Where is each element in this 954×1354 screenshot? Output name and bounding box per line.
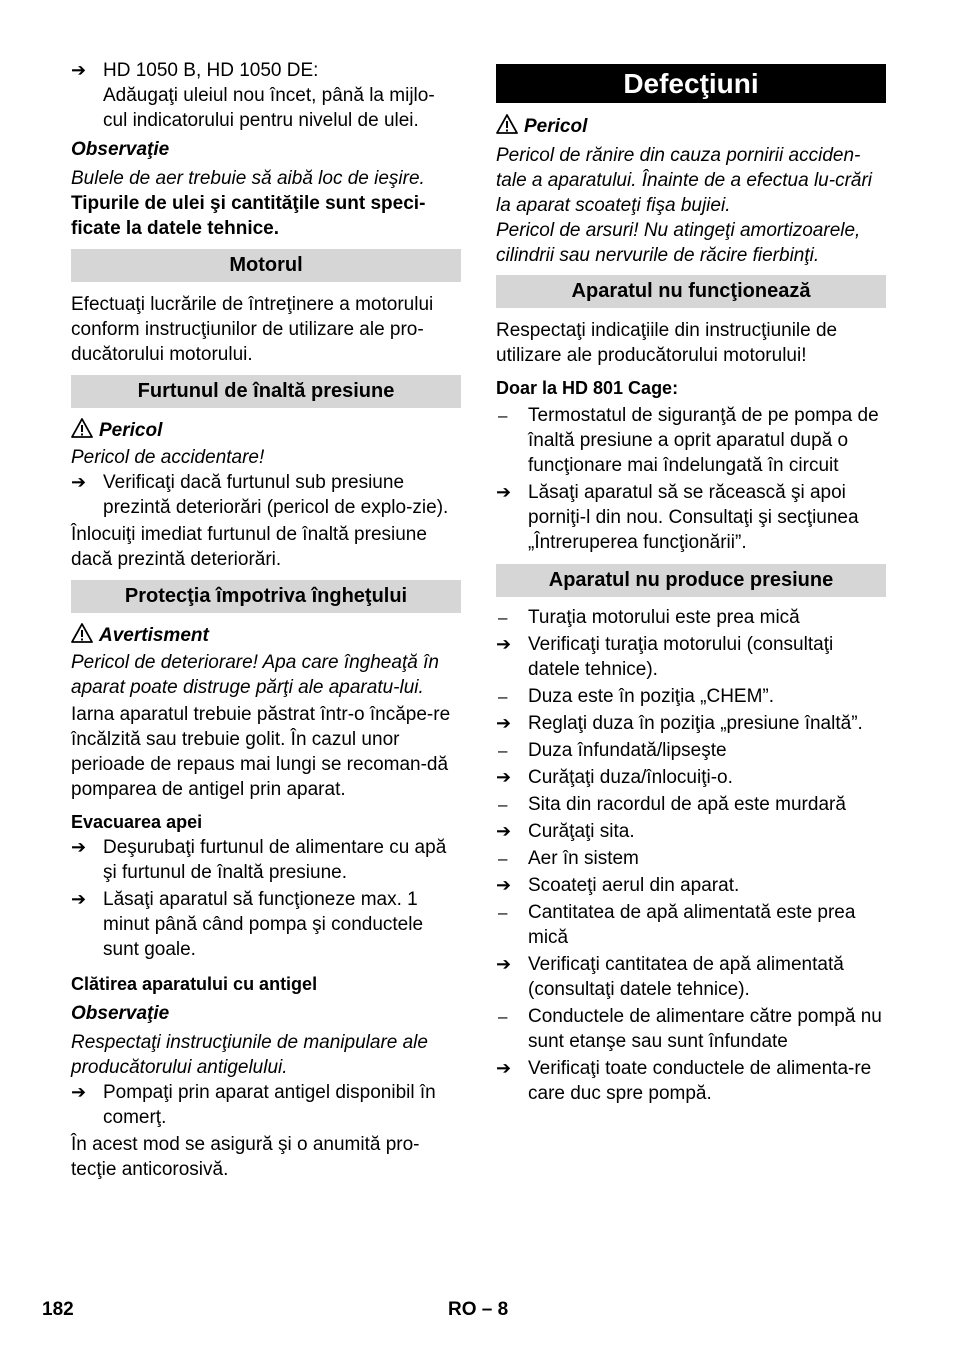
dash-bullet: – xyxy=(498,608,508,627)
list-item: ➔ Verificaţi cantitatea de apă alimentată (consultaţi datele tehnice). xyxy=(496,954,844,1000)
list-item: ➔ Lăsaţi aparatul să se răcească şi apoi porniţi-l din nou. Consultaţi şi secţiunea „Întreruperea funcţionării”. xyxy=(496,482,859,553)
note-text: Bulele de aer trebuie să aibă loc de ieşire. xyxy=(71,168,425,189)
arrow-icon: ➔ xyxy=(496,954,512,974)
subheading: Clătirea aparatului cu antigel xyxy=(71,974,318,994)
subheading: Doar la HD 801 Cage: xyxy=(496,378,679,398)
arrow-icon: ➔ xyxy=(496,821,512,841)
arrow-icon: ➔ xyxy=(496,767,512,787)
arrow-icon: ➔ xyxy=(496,875,512,895)
arrow-icon: ➔ xyxy=(496,634,512,654)
arrow-icon: ➔ xyxy=(71,837,87,857)
warning-title: Pericol xyxy=(71,418,461,443)
list-item: – Turaţia motorului este prea mică xyxy=(498,607,800,628)
arrow-icon: ➔ xyxy=(496,482,512,502)
list-item: ➔ Curăţaţi duza/înlocuiţi-o. xyxy=(496,767,733,788)
warning-title: Avertisment xyxy=(71,623,461,648)
paragraph: Iarna aparatul trebuie păstrat într-o încăpe-re încălzită sau trebuie golit. În cazul unor perioade de repaus mai lungi se recoman-dă pomparea de antigel prin aparat. xyxy=(71,704,451,800)
list-item: – Termostatul de siguranţă de pe pompa de înaltă presiune a oprit aparatul după o funcţionare mai îndelungată în circuit xyxy=(498,405,879,476)
paragraph: Efectuaţi lucrările de întreţinere a motorului conform instrucţiunilor de utilizare ale pro-ducătorului motorului. xyxy=(71,294,434,365)
warning-triangle-icon xyxy=(71,418,93,438)
warning-title: Pericol xyxy=(496,114,886,139)
list-item xyxy=(71,58,461,83)
page-number: 182 xyxy=(42,1299,74,1320)
warning-triangle-icon xyxy=(71,623,93,643)
warning-triangle-icon xyxy=(496,114,518,134)
dash-bullet: – xyxy=(498,687,508,706)
list-item: ➔ Pompaţi prin aparat antigel disponibil în comerţ. xyxy=(71,1082,436,1128)
paragraph: În acest mod se asigură şi o anumită pro-tecţie anticorosivă. xyxy=(71,1134,420,1180)
list-item: ➔ Verificaţi turaţia motorului (consultaţi datele tehnice). xyxy=(496,634,834,680)
section-heading-not-working: Aparatul nu funcţionează xyxy=(496,275,886,308)
left-column xyxy=(71,58,461,1182)
list-item: ➔ Verificaţi toate conductele de alimenta-re care duc spre pompă. xyxy=(496,1058,872,1104)
list-item: ➔ Verificaţi dacă furtunul sub presiune prezintă deteriorări (pericol de explo-zie). xyxy=(71,472,449,518)
list-item: – Duza este în poziţia „CHEM”. xyxy=(498,686,775,707)
arrow-icon: ➔ xyxy=(71,472,87,492)
warning-text: Pericol de deteriorare! Apa care îngheaţă în aparat poate distruge părţi ale aparatu-lui. xyxy=(71,652,439,698)
arrow-icon: ➔ xyxy=(71,1082,87,1102)
section-heading-hose: Furtunul de înaltă presiune xyxy=(71,375,461,408)
dash-bullet: – xyxy=(498,795,508,814)
arrow-icon: ➔ xyxy=(71,60,87,80)
chapter-heading: Defecţiuni xyxy=(496,64,886,103)
note-title: Observaţie xyxy=(71,1003,170,1024)
list-item: ➔ Deşurubaţi furtunul de alimentare cu apă şi furtunul de înaltă presiune. xyxy=(71,837,447,883)
list-item: – Sita din racordul de apă este murdară xyxy=(498,794,846,815)
list-item: ➔ Scoateţi aerul din aparat. xyxy=(496,875,740,896)
section-heading-frost: Protecţia împotriva îngheţului xyxy=(71,580,461,613)
note-bold-text: Tipurile de ulei şi cantităţile sunt speci-ficate la datele tehnice. xyxy=(71,193,426,239)
dash-bullet: – xyxy=(498,741,508,760)
paragraph: Adăugaţi uleiul nou încet, până la mijlo-cul indicatorului pentru nivelul de ulei. xyxy=(103,85,435,131)
note-title: Observaţie xyxy=(71,139,170,160)
paragraph: Înlocuiţi imediat furtunul de înaltă presiune dacă prezintă deteriorări. xyxy=(71,524,427,570)
arrow-icon: ➔ xyxy=(71,889,87,909)
right-column xyxy=(496,64,886,1106)
list-item: ➔ Reglaţi duza în poziţia „presiune înaltă”. xyxy=(496,713,863,734)
list-item: – Aer în sistem xyxy=(498,848,639,869)
note-text: Respectaţi instrucţiunile de manipulare ale producătorului antigelului. xyxy=(71,1032,428,1078)
warning-text: Pericol de arsuri! Nu atingeţi amortizoarele, cilindrii sau nervurile de răcire fierbinţi. xyxy=(496,220,861,266)
paragraph: Respectaţi indicaţiile din instrucţiunile de utilizare ale producătorului motorului! xyxy=(496,320,838,366)
dash-bullet: – xyxy=(498,1007,508,1026)
troubleshooting-list xyxy=(496,605,886,1106)
arrow-icon: ➔ xyxy=(496,713,512,733)
subheading: Evacuarea apei xyxy=(71,812,203,832)
list-item: – Duza înfundată/lipseşte xyxy=(498,740,727,761)
dash-bullet: – xyxy=(498,903,508,922)
arrow-icon: ➔ xyxy=(496,1058,512,1078)
list-item: – Cantitatea de apă alimentată este prea mică xyxy=(498,902,856,948)
section-heading-motor: Motorul xyxy=(71,249,461,282)
model-label: HD 1050 B, HD 1050 DE: xyxy=(103,60,319,81)
dash-bullet: – xyxy=(498,406,508,425)
list-item: ➔ Lăsaţi aparatul să funcţioneze max. 1 minut până când pompa şi conductele sunt goale. xyxy=(71,889,424,960)
language-page-label: RO – 8 xyxy=(448,1299,509,1320)
list-item: ➔ Curăţaţi sita. xyxy=(496,821,635,842)
warning-text: Pericol de accidentare! xyxy=(71,447,265,468)
warning-text: Pericol de rănire din cauza pornirii acciden-tale a aparatului. Înainte de a efectua lu-crări la aparat scoateţi fişa bujiei. xyxy=(496,145,873,216)
section-heading-no-pressure: Aparatul nu produce presiune xyxy=(496,564,886,597)
dash-bullet: – xyxy=(498,849,508,868)
list-item: – Conductele de alimentare către pompă nu sunt etanşe sau sunt înfundate xyxy=(498,1006,882,1052)
